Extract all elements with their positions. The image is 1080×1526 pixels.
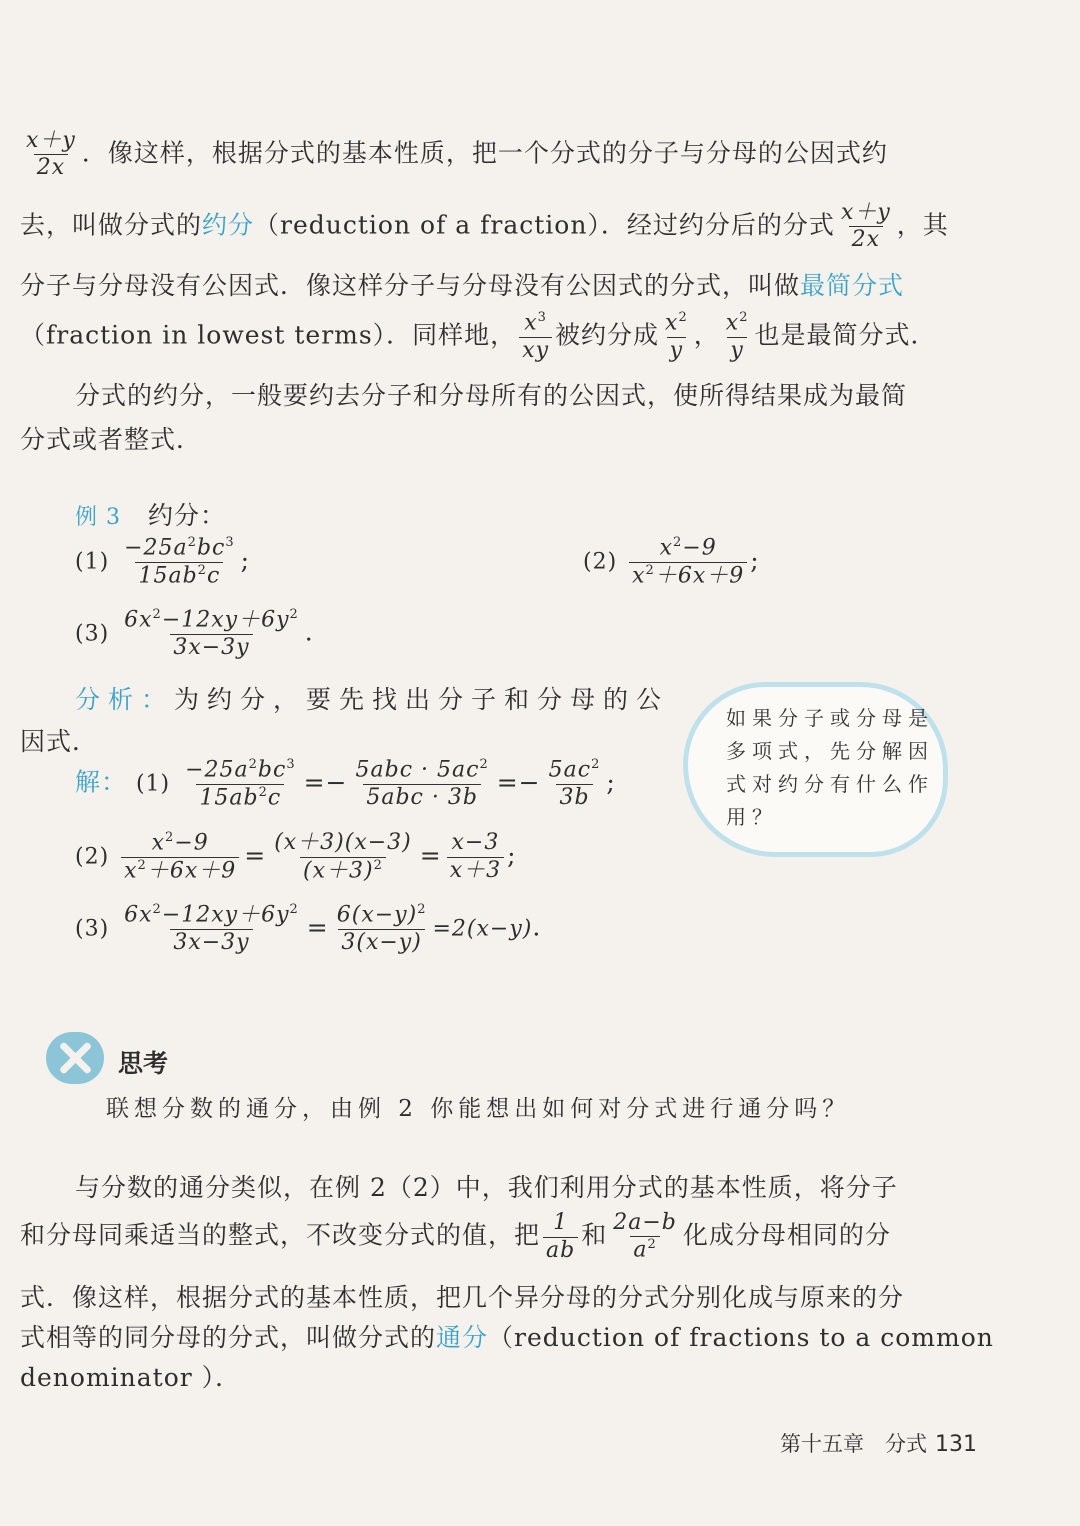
solution-2: (2) $\frac{x^2-9}{x^2+6x+9}$ = $\frac{(x+3)(x-3)}{(x+3)^2}$ = $\frac{x-3}{x+3}$ ; bbox=[75, 830, 517, 884]
think-title: 思考 bbox=[118, 1049, 169, 1078]
problem-1: (1) $\frac{-25a^2bc^3}{15ab^2c}$ ; bbox=[75, 535, 251, 589]
fraction: $\frac{x-3}{x+3}$ bbox=[447, 830, 504, 884]
fraction: $5abc \cdot 5ac^2$ 5abc · 3b bbox=[355, 757, 489, 810]
fraction: $\frac{-25a^2bc^3}{15ab^2c}$ bbox=[185, 757, 296, 811]
solution-label: 解： bbox=[75, 767, 128, 797]
fraction: $\frac{x+y}{2x}$ bbox=[26, 128, 76, 181]
fraction: $\frac{(x+3)(x-3)}{(x+3)^2}$ bbox=[274, 830, 412, 883]
fraction: $\frac{5ac^2}{3b}$ bbox=[548, 757, 601, 810]
fraction: $\frac{x^2}{y}$ bbox=[725, 310, 749, 363]
p3-line2: 和分母同乘适当的整式，不改变分式的值，把 $\frac{1}{ab}$ 和 $\frac{2a-b}{a^2}$ 化成分母相同的分 bbox=[20, 1210, 891, 1263]
example-heading bbox=[75, 496, 226, 532]
page-footer bbox=[780, 1428, 977, 1458]
chapter-label: 第十五章 分式 bbox=[780, 1432, 927, 1456]
term-lowest: 最简分式 bbox=[800, 271, 905, 300]
solution-3: (3) $\frac{6x^2-12xy+6y^2}{3x-3y}$ = $\frac{6(x-y)^2}{3(x-y)}$ =2(x−y). bbox=[75, 902, 542, 955]
example-title: 约分： bbox=[147, 501, 226, 530]
fraction: $\frac{x+y}{2x}$ bbox=[840, 200, 891, 253]
fraction: $\frac{1}{ab}$ bbox=[543, 1210, 578, 1264]
p1-line4: （fraction in lowest terms）．同样地， $\frac{x^3}{xy}$ 被约分成 $\frac{x^2}{y}$ ， $\frac{x^2}{y}$ 也是最简分式． bbox=[20, 310, 937, 363]
fraction: $\frac{6x^2-12xy+6y^2}{3x-3y}$ bbox=[124, 607, 299, 660]
problem-3: (3) $\frac{6x^2-12xy+6y^2}{3x-3y}$ . bbox=[75, 607, 314, 660]
fraction: $\frac{x^3}{xy}$ bbox=[519, 310, 552, 364]
p1-line1: $\frac{x+y}{2x}$ ．像这样，根据分式的基本性质，把一个分式的分子与分母的公因式约 bbox=[20, 128, 888, 182]
p2-line1: 分式的约分，一般要约去分子和分母所有的公因式，使所得结果成为最简 bbox=[75, 381, 908, 410]
page-number: 131 bbox=[935, 1432, 977, 1457]
analysis-line1: 分析：为约分，要先找出分子和分母的公 bbox=[75, 685, 670, 714]
term-reduction: 约分 bbox=[202, 210, 255, 240]
think-icon bbox=[46, 1032, 104, 1084]
p1-line3: 分子与分母没有公因式．像这样分子与分母没有公因式的分式，叫做最简分式 bbox=[20, 271, 905, 300]
fraction: $\frac{6x^2-12xy+6y^2}{3x-3y}$ bbox=[124, 902, 299, 955]
p3-line3: 式．像这样，根据分式的基本性质，把几个异分母的分式分别化成与原来的分 bbox=[20, 1283, 905, 1312]
fraction: $\frac{x^2-9}{x^2+6x+9}$ bbox=[629, 535, 747, 589]
analysis-label: 分析： bbox=[75, 685, 175, 714]
fraction: $\frac{2a-b}{a^2}$ bbox=[613, 1210, 677, 1263]
fraction: $\frac{x^2}{y}$ bbox=[665, 310, 688, 363]
p3-line1: 与分数的通分类似，在例 2（2）中，我们利用分式的基本性质，将分子 bbox=[75, 1173, 898, 1202]
p3-line4: 式相等的同分母的分式，叫做分式的通分（reduction of fractions to a common bbox=[20, 1323, 994, 1352]
p2-line2: 分式或者整式． bbox=[20, 425, 203, 454]
solution-1: 解： (1) $\frac{-25a^2bc^3}{15ab^2c}$ =− $5abc \cdot 5ac^2$ 5abc · 3b =− $\frac{5ac^2}{3b}$ ; bbox=[75, 757, 616, 811]
problem-2: (2) $\frac{x^2-9}{x^2+6x+9}$ ; bbox=[583, 535, 760, 589]
p3-line5: denominator ）． bbox=[20, 1363, 242, 1392]
analysis-line2: 因式． bbox=[20, 727, 99, 756]
bubble-text: 如果分子或分母是多项式，先分解因式对约分有什么作用？ bbox=[726, 706, 934, 829]
fraction: $\frac{-25a^2bc^3}{15ab^2c}$ bbox=[124, 535, 235, 589]
think-body: 联想分数的通分，由例 2 你能想出如何对分式进行通分吗？ bbox=[106, 1096, 851, 1122]
example-label: 例 3 bbox=[75, 505, 121, 530]
fraction: $\frac{x^2-9}{x^2+6x+9}$ bbox=[121, 830, 239, 884]
term-common-denominator: 通分 bbox=[436, 1323, 489, 1352]
fraction: $\frac{6(x-y)^2}{3(x-y)}$ bbox=[336, 902, 427, 955]
p1-line2: 去，叫做分式的约分（reduction of a fraction）．经过约分后的分式 $\frac{x+y}{2x}$ ，其 bbox=[20, 200, 949, 253]
